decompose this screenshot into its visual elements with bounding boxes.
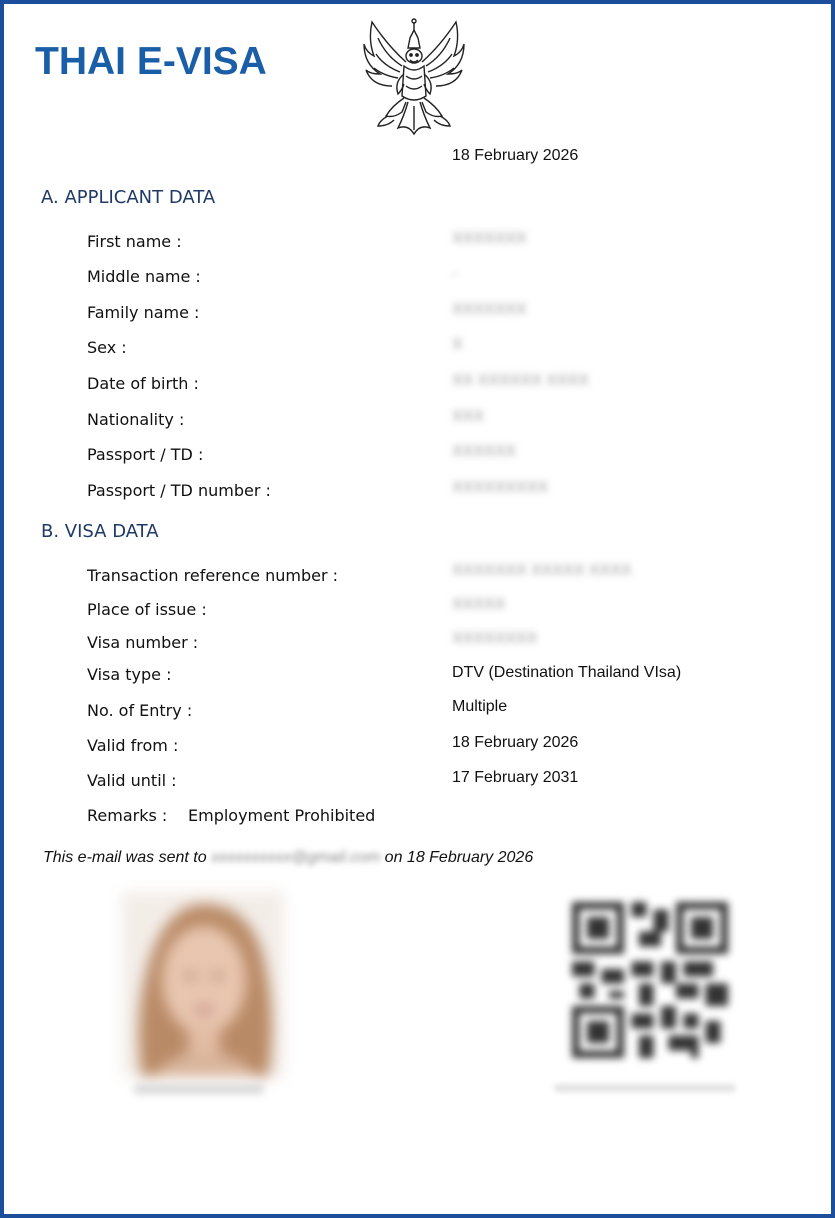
valid-until-label: Valid until : — [87, 771, 177, 790]
family-name-label: Family name : — [87, 303, 200, 322]
place-of-issue-value: XXXXX — [452, 596, 506, 613]
qr-caption — [554, 1084, 736, 1092]
sex-label: Sex : — [87, 338, 127, 357]
email-address: xxxxxxxxxx@gmail.com — [211, 849, 381, 866]
middle-name-label: Middle name : — [87, 267, 201, 286]
email-notice-suffix: on 18 February 2026 — [384, 849, 534, 866]
visa-number-label: Visa number : — [87, 633, 199, 652]
valid-from-value: 18 February 2026 — [452, 734, 579, 751]
remarks-label: Remarks : — [87, 806, 168, 825]
entry-count-label: No. of Entry : — [87, 701, 193, 720]
applicant-photo — [122, 892, 284, 1077]
sex-value: X — [452, 336, 463, 353]
date-of-birth-label: Date of birth : — [87, 374, 199, 393]
visa-type-value: DTV (Destination Thailand VIsa) — [452, 664, 682, 681]
visa-type-label: Visa type : — [87, 665, 172, 684]
passport-number-value: XXXXXXXXX — [452, 479, 549, 496]
valid-from-label: Valid from : — [87, 736, 179, 755]
remarks-value: Employment Prohibited — [188, 806, 376, 825]
valid-until-value: 17 February 2031 — [452, 769, 579, 786]
nationality-label: Nationality : — [87, 410, 185, 429]
photo-caption — [134, 1084, 264, 1094]
email-notice — [43, 849, 533, 867]
place-of-issue-label: Place of issue : — [87, 600, 207, 619]
garuda-emblem-icon — [358, 16, 470, 138]
passport-number-label: Passport / TD number : — [87, 481, 271, 500]
qr-code-icon — [572, 902, 728, 1058]
thai-evisa-logo: THAI E-VISA — [35, 40, 267, 83]
first-name-value: XXXXXXX — [452, 230, 527, 247]
applicant-section-title: A. APPLICANT DATA — [41, 187, 216, 208]
issue-date: 18 February 2026 — [452, 147, 579, 164]
passport-type-label: Passport / TD : — [87, 445, 204, 464]
email-notice-prefix: This e-mail was sent to — [43, 849, 207, 866]
nationality-value: XXX — [452, 408, 485, 425]
passport-type-value: XXXXXX — [452, 443, 517, 460]
entry-count-value: Multiple — [452, 698, 508, 715]
date-of-birth-value: XX XXXXXX XXXX — [452, 372, 589, 389]
visa-number-value: XXXXXXXX — [452, 630, 538, 647]
first-name-label: First name : — [87, 232, 182, 251]
visa-section-title: B. VISA DATA — [41, 521, 159, 542]
transaction-reference-value: XXXXXXX XXXXX XXXX — [452, 562, 632, 579]
transaction-reference-label: Transaction reference number : — [87, 566, 339, 585]
middle-name-value: - — [452, 265, 458, 282]
family-name-value: XXXXXXX — [452, 301, 527, 318]
